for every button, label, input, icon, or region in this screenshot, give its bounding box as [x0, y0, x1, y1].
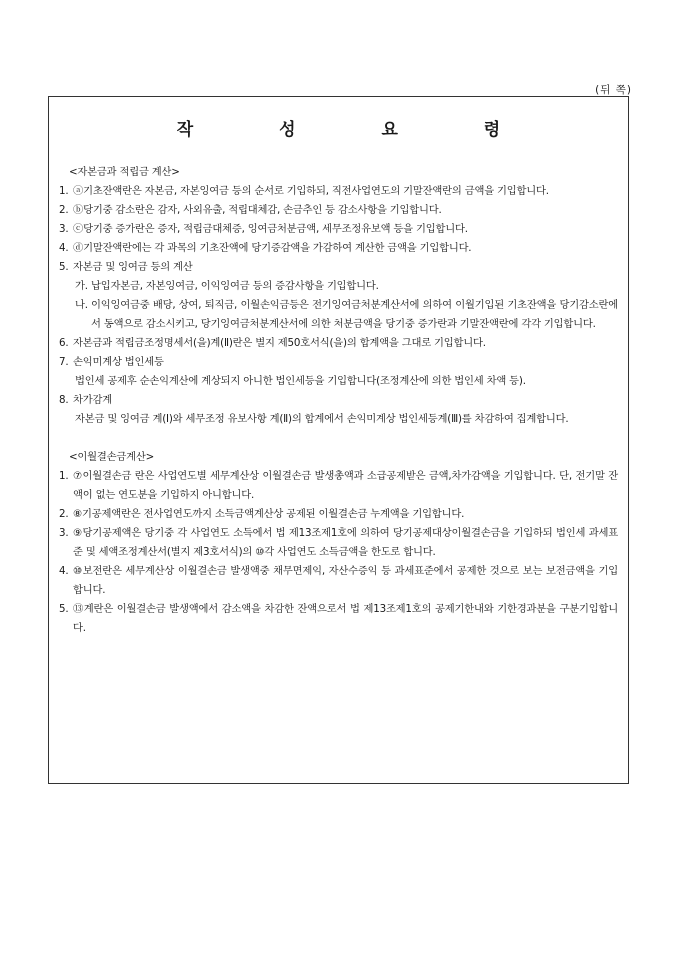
item-number: 4. [59, 565, 69, 577]
list-item [59, 524, 618, 562]
item-text: ⓓ기말잔액란에는 각 과목의 기초잔액에 당기증감액을 가감하여 계산한 금액을 기입합니다. [73, 242, 472, 254]
page-side-label: (뒤 쪽) [595, 84, 632, 96]
item-text: ⑧기공제액란은 전사업연도까지 소득금액계산상 공제된 이월결손금 누계액을 기입합니다. [73, 508, 465, 520]
item-number: 1. [59, 470, 69, 482]
item-text: ⑦이월결손금 란은 사업연도별 세무계산상 이월결손금 발생총액과 소급공제받은 금액,차가감액을 기입합니다. 단, 전기말 잔액이 없는 연도분을 기입하지 아니합니다. [73, 470, 618, 501]
list-item [59, 182, 618, 201]
list-item [59, 239, 618, 258]
list-item [59, 600, 618, 638]
section-spacer [59, 429, 618, 448]
list-item [59, 391, 618, 410]
item-number: 3. [59, 223, 69, 235]
item-text: 자본금과 적립금조정명세서(을)계(Ⅱ)란은 별지 제50호서식(을)의 합계액을 그대로 기입합니다. [73, 337, 486, 349]
document-title: 작 성 요 령 [176, 120, 541, 140]
item-text: ⑬계란은 이월결손금 발생액에서 감소액을 차감한 잔액으로서 법 제13조제1호의 공제기한내와 기한경과분을 구분기입합니다. [73, 603, 618, 634]
item-text: ⓒ당기중 증가란은 증자, 적립금대체증, 잉여금처분금액, 세무조정유보액 등을 기입합니다. [73, 223, 468, 235]
item-text: ⓑ당기중 감소란은 감자, 사외유출, 적립대체감, 손금추인 등 감소사항을 기입합니다. [73, 204, 442, 216]
item-number: 8. [59, 394, 69, 406]
list-item [59, 258, 618, 277]
sub-list-item [59, 296, 618, 334]
item-text: ⑨당기공제액은 당기중 각 사업연도 소득에서 법 제13조제1호에 의하여 당기공제대상이월결손금을 기입하되 법인세 과세표준 및 세액조정계산서(별지 제3호서식)의 ⑩각 사업연도 소득금액을 한도로 합니다. [73, 527, 618, 558]
item-number: 3. [59, 527, 69, 539]
sub-item-text: 이익잉여금중 배당, 상여, 퇴직금, 이월손익금등은 전기잉여금처분계산서에 의하여 이월기입된 기초잔액을 당기감소란에서 동액으로 감소시키고, 당기잉여금처분계산서에 의한 처분금액을 당기중 증가란과 기말잔액란에 각각 기입합니다. [91, 299, 618, 330]
item-text: 손익미계상 법인세등 [73, 356, 164, 368]
item-detail-text: 자본금 및 잉여금 계(Ⅰ)와 세무조정 유보사항 계(Ⅱ)의 합계에서 손익미계상 법인세등계(Ⅲ)를 차감하여 집계합니다. [75, 413, 569, 425]
item-number: 5. [59, 603, 69, 615]
section-heading-capital: <자본금과 적립금 계산> [69, 166, 180, 178]
instructions-body [59, 163, 618, 638]
item-text: 차가감계 [73, 394, 112, 406]
item-text: 자본금 및 잉여금 등의 계산 [73, 261, 193, 273]
item-number: 2. [59, 204, 69, 216]
sub-item-text: 납입자본금, 자본잉여금, 이익잉여금 등의 증감사항을 기입합니다. [91, 280, 379, 292]
item-number: 6. [59, 337, 69, 349]
item-number: 7. [59, 356, 69, 368]
item-number: 1. [59, 185, 69, 197]
item-detail-text: 법인세 공제후 순손익계산에 계상되지 아니한 법인세등을 기입합니다(조정계산에 의한 법인세 차액 등). [75, 375, 526, 387]
list-item [59, 334, 618, 353]
sub-item-marker: 나. [75, 299, 88, 311]
section-heading-carryover-loss: <이월결손금계산> [69, 451, 155, 463]
item-number: 5. [59, 261, 69, 273]
list-item [59, 505, 618, 524]
item-text: ⑩보전란은 세무계산상 이월결손금 발생액중 채무면제익, 자산수증익 등 과세표준에서 공제한 것으로 보는 보전금액을 기입합니다. [73, 565, 618, 596]
item-text: ⓐ기초잔액란은 자본금, 자본잉여금 등의 순서로 기입하되, 직전사업연도의 기말잔액란의 금액을 기입합니다. [73, 185, 549, 197]
list-item [59, 353, 618, 372]
sub-item-marker: 가. [75, 280, 88, 292]
instructions-frame [48, 96, 629, 784]
list-item [59, 201, 618, 220]
list-item [59, 220, 618, 239]
sub-list-item [59, 277, 618, 296]
item-number: 2. [59, 508, 69, 520]
item-number: 4. [59, 242, 69, 254]
list-item [59, 562, 618, 600]
list-item [59, 467, 618, 505]
